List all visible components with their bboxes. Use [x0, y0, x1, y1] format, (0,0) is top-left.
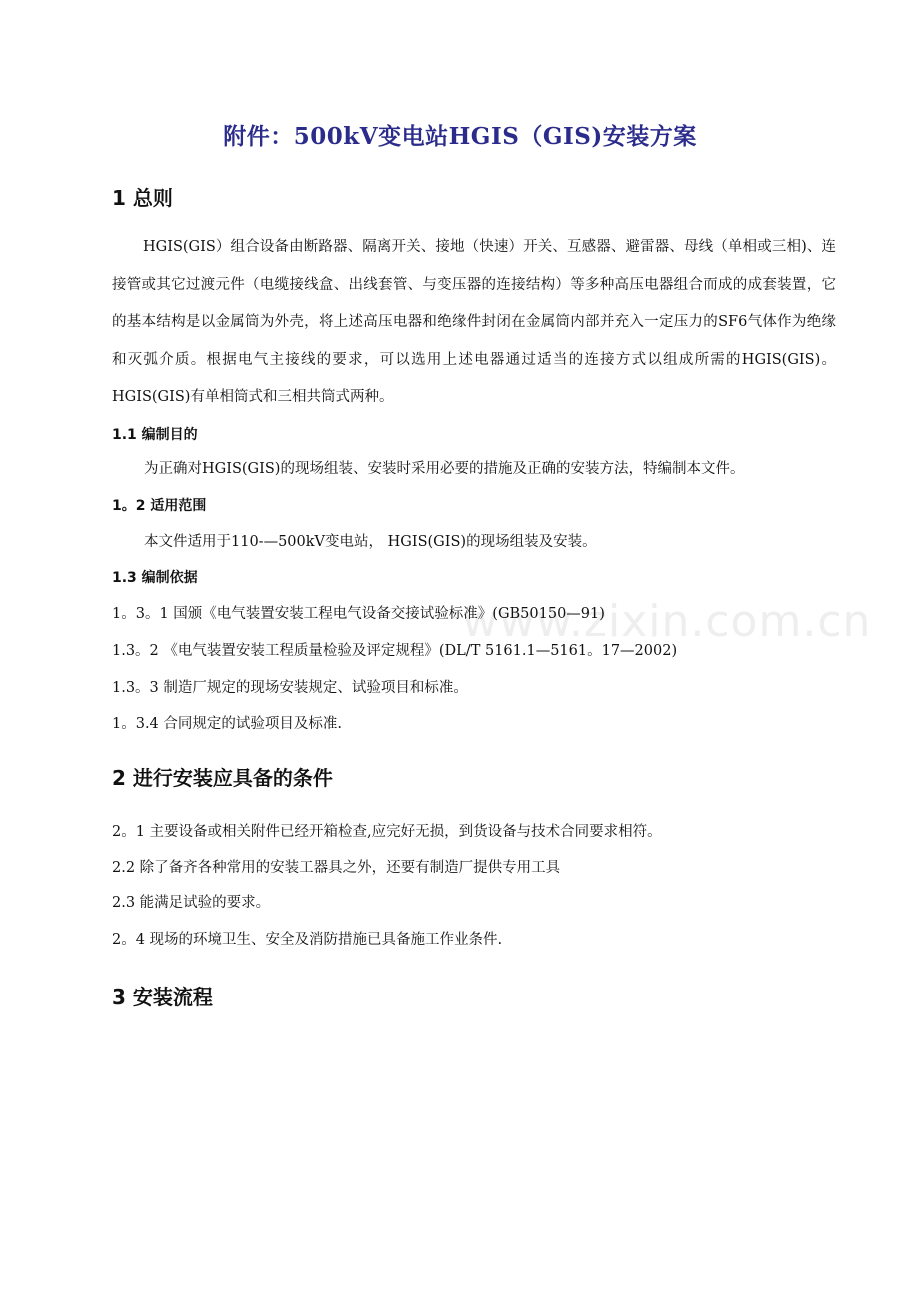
section-1-heading: 1 总则 — [112, 186, 173, 210]
section-1-paragraph: HGIS(GIS）组合设备由断路器、隔离开关、接地（快速）开关、互感器、避雷器、母线（单相或三相)、连接管或其它过渡元件（电缆接线盒、出线套管、与变压器的连接结构）等多种高压电器组合而成的成套装置，它的基本结构是以金属筒为外壳，将上述高压电器和绝缘件封闭在金属筒内部并充入一定压力的SF6气体作为绝缘和灭弧介质。根据电气主接线的要求，可以选用上述电器通过适当的连接方式以组成所需的HGIS(GIS)。HGIS(GIS)有单相筒式和三相共筒式两种。 — [112, 239, 836, 405]
condition-item: 2.3 能满足试验的要求。 — [112, 895, 271, 911]
condition-item: 2。4 现场的环境卫生、安全及消防措施已具备施工作业条件. — [112, 932, 503, 948]
section-1-2-text: 本文件适用于110-—500kV变电站， HGIS(GIS)的现场组装及安装。 — [144, 534, 597, 550]
section-2-heading: 2 进行安装应具备的条件 — [112, 766, 333, 790]
watermark: www.zixin.com.cn — [462, 596, 872, 647]
document-title: 附件：500kV变电站HGIS（GIS)安装方案 — [223, 123, 697, 150]
reference-item: 1.3。3 制造厂规定的现场安装规定、试验项目和标准。 — [112, 680, 468, 696]
reference-item: 1.3。2 《电气装置安装工程质量检验及评定规程》(DL/T 5161.1—5161。17—2002) — [112, 643, 678, 659]
section-1-1-text: 为正确对HGIS(GIS)的现场组装、安装时采用必要的措施及正确的安装方法，特编制本文件。 — [144, 461, 745, 477]
section-1-2-heading: 1。2 适用范围 — [112, 498, 207, 514]
section-1-3-heading: 1.3 编制依据 — [112, 570, 198, 586]
condition-item: 2.2 除了备齐各种常用的安装工器具之外，还要有制造厂提供专用工具 — [112, 860, 561, 876]
reference-item: 1。3.4 合同规定的试验项目及标准. — [112, 716, 343, 732]
reference-item: 1。3。1 国颁《电气装置安装工程电气设备交接试验标准》(GB50150—91) — [112, 606, 605, 622]
section-1-1-heading: 1.1 编制目的 — [112, 427, 198, 443]
condition-item: 2。1 主要设备或相关附件已经开箱检查,应完好无损，到货设备与技术合同要求相符。 — [112, 824, 662, 840]
section-3-heading: 3 安装流程 — [112, 985, 213, 1009]
